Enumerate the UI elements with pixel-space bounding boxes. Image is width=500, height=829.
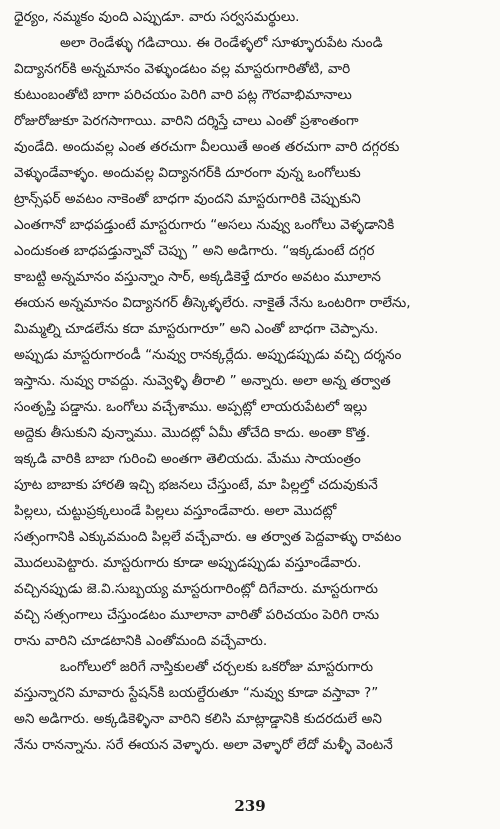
text-line: వస్తున్నారని మావారు స్టేషన్‌కి బయల్దేరుతూ “నువ్వు కూడా వస్తావా ?” — [14, 685, 379, 701]
text-line: అప్పుడు మాస్టరుగారండీ “నువ్వు రానక్కర్లేదు. అప్పుడప్పుడు వచ్చి దర్శనం — [14, 347, 402, 363]
text-line: ట్రాన్స్‌ఫర్ అవటం నాకెంతో బాధగా వుందని మాస్టరుగారికి చెప్పుకుని — [14, 191, 361, 207]
text-line: రాను వారిని చూడటానికి ఎంతోమంది వచ్చేవారు. — [14, 633, 268, 649]
text-line: మిమ్మల్ని చూడలేను కదా మాస్టరుగారూ” అని ఎంతో బాధగా చెప్పాను. — [14, 321, 379, 337]
text-line: ఒంగోలులో జరిగే నాస్తికులతో చర్చలకు ఒకరోజు మాస్టరుగారు — [60, 659, 374, 675]
text-line: ధైర్యం, నమ్మకం వుంది ఎప్పుడూ. వారు సర్వసమర్థులు. — [14, 9, 300, 25]
body-text — [14, 4, 490, 758]
text-line: సంతృప్తి పడ్డాను. ఒంగోలు వచ్చేశాము. అప్పట్లో లాయరుపేటలో ఇల్లు — [14, 399, 368, 415]
text-line: సత్సంగానికి ఎక్కువమంది పిల్లలే వచ్చేవారు. ఆ తర్వాత పెద్దవాళ్ళు రావటం — [14, 529, 402, 545]
text-line: వచ్చినప్పుడు జె.వి.సుబ్బయ్య మాస్టరుగారింట్లో దిగేవారు. మాస్టరుగారు — [14, 581, 379, 597]
text-line: కాబట్టి అన్నమానం వస్తున్నాం సార్, అక్కడికెళ్తే దూరం అవటం మూలాన — [14, 269, 381, 285]
text-line: వచ్చి సత్సంగాలు చేస్తుండటం మూలానా వారితో పరిచయం పెరిగి రాను — [14, 607, 380, 623]
text-line: అలా రెండేళ్ళు గడిచాయి. ఈ రెండేళ్ళలో సూళ్ళూరుపేట నుండి — [60, 35, 383, 51]
page-number: 239 — [234, 797, 266, 815]
text-line: వుండేది. అందువల్ల ఎంత తరచుగా వీలయితే అంత తరచుగా వారి దగ్గరకు — [14, 139, 400, 155]
text-line: రోజురోజుకూ పెరగసాగాయి. వారిని దర్శిస్తే చాలు ఎంతో ప్రశాంతంగా — [14, 113, 359, 129]
text-line: పూట బాబాకు హారతి ఇచ్చి భజనలు చేస్తుంటే, మా పిల్లల్తో చదువుకునే — [14, 477, 378, 493]
text-line: మొదలుపెట్టారు. మాస్టరుగారు కూడా అప్పుడప్పుడు వస్తూండేవారు. — [14, 555, 362, 571]
text-line: విద్యానగర్‌కి అన్నమానం వెళ్ళుండటం వల్ల మాస్టరుగారితోటి, వారి — [14, 61, 351, 77]
text-line: పిల్లలు, చుట్టుప్రక్కలుండే పిల్లలు వస్తూండేవారు. అలా మొదట్లో — [14, 503, 337, 519]
text-line: ఇస్తాను. నువ్వు రావద్దు. నువ్వెళ్ళి తీరాలి ” అన్నారు. అలా అన్న తర్వాత — [14, 373, 391, 389]
text-line: అని అడిగారు. అక్కడికెళ్ళినా వారిని కలిసి మాట్లాడ్డానికి కుదరదులే అని — [14, 711, 382, 727]
text-line: కుటుంబంతోటి బాగా పరిచయం పెరిగి వారి పట్ల గౌరవాభిమానాలు — [14, 87, 352, 103]
text-line: నేను రానన్నాను. సరే ఈయన వెళ్ళారు. అలా వెళ్ళారో లేదో మళ్ళీ వెంటనే — [14, 737, 393, 753]
text-line: ఎంతగానో బాధపడ్తుంటే మాస్టరుగారు “అసలు నువ్వు ఒంగోలు వెళ్ళడానికి — [14, 217, 395, 233]
text-line: ఎందుకంత బాధపడ్తున్నావో చెప్పు ” అని అడిగారు. “ఇక్కడుంటే దగ్గర — [14, 243, 375, 259]
text-line: వెళ్ళుండేవాళ్ళం. అందువల్ల విద్యానగర్‌కి దూరంగా వున్న ఒంగోలుకు — [14, 165, 361, 181]
text-line: ఈయన అన్నమానం విద్యానగర్ తీస్కెళ్ళలేరు. నాకైతే నేను ఒంటరిగా రాలేను, — [14, 295, 411, 311]
text-line: ఇక్కడి వారికి బాబా గురించి అంతగా తెలియదు. మేము సాయంత్రం — [14, 451, 361, 467]
text-line: అద్దెకు తీసుకుని వున్నాము. మొదట్లో ఏమీ తోచేది కాదు. అంతా కొత్త. — [14, 425, 371, 441]
